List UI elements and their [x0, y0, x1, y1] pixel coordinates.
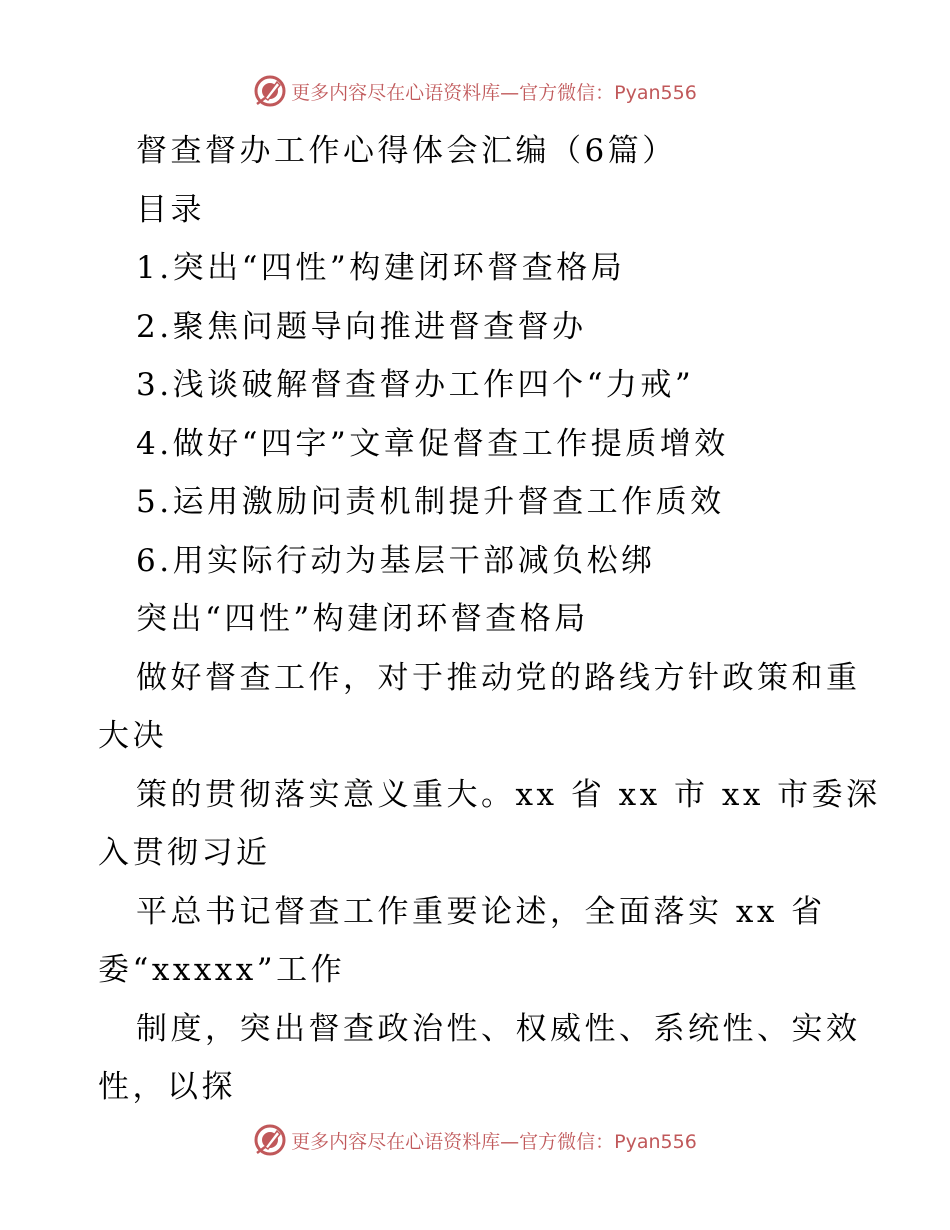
- toc-item: 5.运用激励问责机制提升督查工作质效: [136, 484, 725, 520]
- paragraph-line: 委“xxxxx”工作: [98, 952, 346, 988]
- toc-item: 2.聚焦问题导向推进督查督办: [136, 308, 587, 345]
- paragraph-line: 策的贯彻落实意义重大。xx 省 xx 市 xx 市委深: [136, 776, 881, 813]
- document-title: 督查督办工作心得体会汇编（6篇）: [136, 133, 677, 169]
- paragraph-line: 性，以探: [98, 1069, 236, 1105]
- toc-heading: 目录: [136, 191, 205, 228]
- toc-item: 3.浅谈破解督查督办工作四个“力戒”: [136, 367, 695, 403]
- watermark-wechat-id: Pyan556: [614, 81, 697, 104]
- watermark-text: 更多内容尽在心语资料库—官方微信：: [291, 81, 615, 104]
- toc-item: 1.突出“四性”构建闭环督查格局: [136, 250, 626, 286]
- toc-item: 4.做好“四字”文章促督查工作提质增效: [136, 425, 729, 462]
- footer-watermark: [0, 1122, 950, 1158]
- paragraph-line: 大决: [98, 718, 167, 754]
- section-heading: 突出“四性”构建闭环督查格局: [136, 601, 589, 637]
- paragraph-line: 做好督查工作，对于推动党的路线方针政策和重: [136, 659, 861, 696]
- watermark-text: 更多内容尽在心语资料库—官方微信：: [291, 1130, 615, 1153]
- watermark-wechat-id: Pyan556: [614, 1130, 697, 1153]
- paragraph-line: 入贯彻习近: [98, 835, 271, 871]
- header-watermark: [0, 73, 950, 109]
- toc-item: 6.用实际行动为基层干部减负松绑: [136, 542, 656, 579]
- paragraph-line: 平总书记督查工作重要论述，全面落实 xx 省: [136, 893, 826, 930]
- pen-seal-icon: [253, 74, 287, 108]
- pen-seal-icon: [253, 1123, 287, 1157]
- document-body: [98, 122, 881, 1117]
- paragraph-line: 制度，突出督查政治性、权威性、系统性、实效: [136, 1010, 861, 1047]
